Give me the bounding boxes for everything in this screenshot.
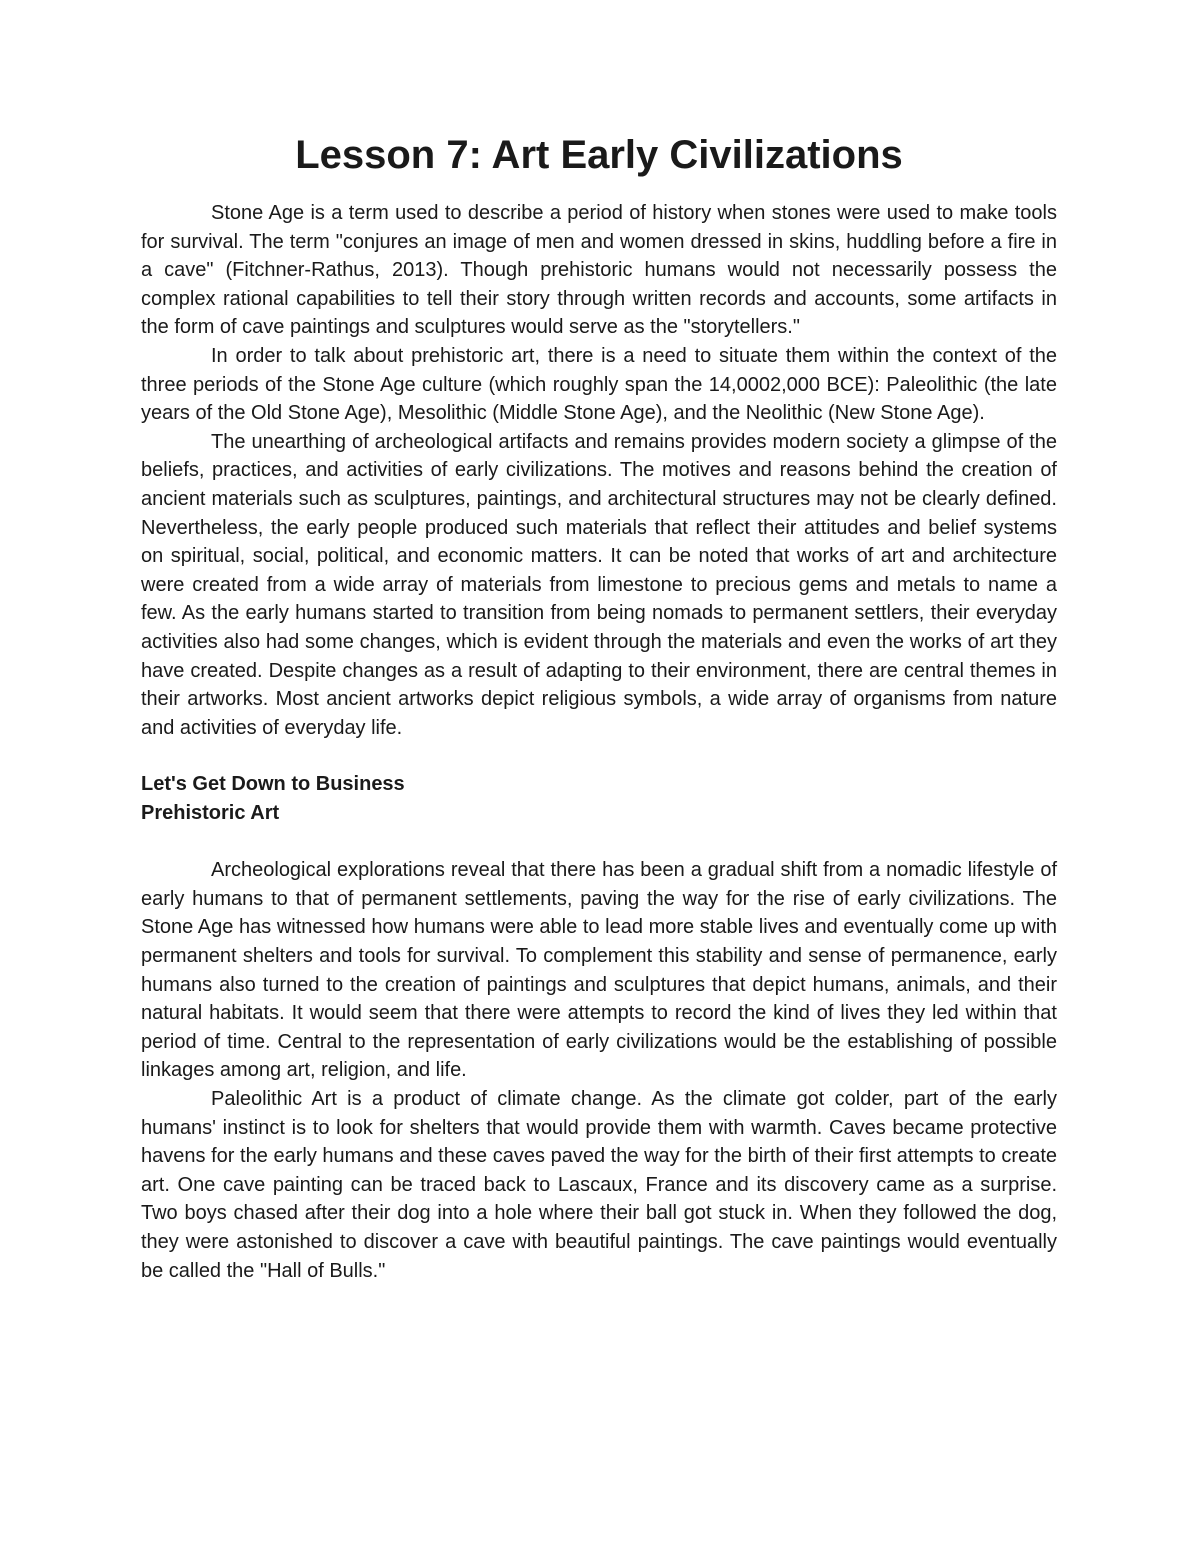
- page-title: Lesson 7: Art Early Civilizations: [295, 133, 903, 177]
- intro-paragraph-2: In order to talk about prehistoric art, there is a need to situate them within the context of the three periods of the Stone Age culture (which roughly span the 14,0002,000 BCE): Paleolithic (the late years of the Old Stone Age), Mesolithic (Middle Stone Age), and the Neolithic (New Stone Age).: [141, 344, 1057, 425]
- spacer: [141, 742, 1057, 770]
- intro-paragraph-1: Stone Age is a term used to describe a period of history when stones were used to make tools for survival. The term "conjures an image of men and women dressed in skins, huddling before a fire in a cave" (Fitchner-Rathus, 2013). Though prehistoric humans would not necessarily possess the complex rational capabilities to tell their story through written records and accounts, some artifacts in the form of cave paintings and sculptures would serve as the "storytellers.": [141, 202, 1057, 339]
- document-page: [141, 133, 1057, 1285]
- section-heading: Let's Get Down to Business: [141, 773, 405, 796]
- spacer: [141, 828, 1057, 856]
- body-paragraph-2: Paleolithic Art is a product of climate change. As the climate got colder, part of the early humans' instinct is to look for shelters that would provide them with warmth. Caves became protective havens for the early humans and these caves paved the way for the birth of their first attempts to create art. One cave painting can be traced back to Lascaux, France and its discovery came as a surprise. Two boys chased after their dog into a hole where their ball got stuck in. When they followed the dog, they were astonished to discover a cave with beautiful paintings. The cave paintings would eventually be called the "Hall of Bulls.": [141, 1088, 1057, 1282]
- body-paragraph-1: Archeological explorations reveal that there has been a gradual shift from a nomadic lifestyle of early humans to that of permanent settlements, paving the way for the rise of early civilizations. The Stone Age has witnessed how humans were able to lead more stable lives and eventually come up with permanent shelters and tools for survival. To complement this stability and sense of permanence, early humans also turned to the creation of paintings and sculptures that depict humans, animals, and their natural habitats. It would seem that there were attempts to record the kind of lives they led within that period of time. Central to the representation of early civilizations would be the establishing of possible linkages among art, religion, and life.: [141, 859, 1057, 1082]
- subsection-heading: Prehistoric Art: [141, 802, 280, 825]
- intro-paragraph-3: The unearthing of archeological artifacts and remains provides modern society a glimpse of the beliefs, practices, and activities of early civilizations. The motives and reasons behind the creation of ancient materials such as sculptures, paintings, and architectural structures may not be clearly defined. Nevertheless, the early people produced such materials that reflect their attitudes and belief systems on spiritual, social, political, and economic matters. It can be noted that works of art and architecture were created from a wide array of materials from limestone to precious gems and metals to name a few. As the early humans started to transition from being nomads to permanent settlers, their everyday activities also had some changes, which is evident through the materials and even the works of art they have created. Despite changes as a result of adapting to their environment, there are central themes in their artworks. Most ancient artworks depict religious symbols, a wide array of organisms from nature and activities of everyday life.: [141, 430, 1057, 739]
